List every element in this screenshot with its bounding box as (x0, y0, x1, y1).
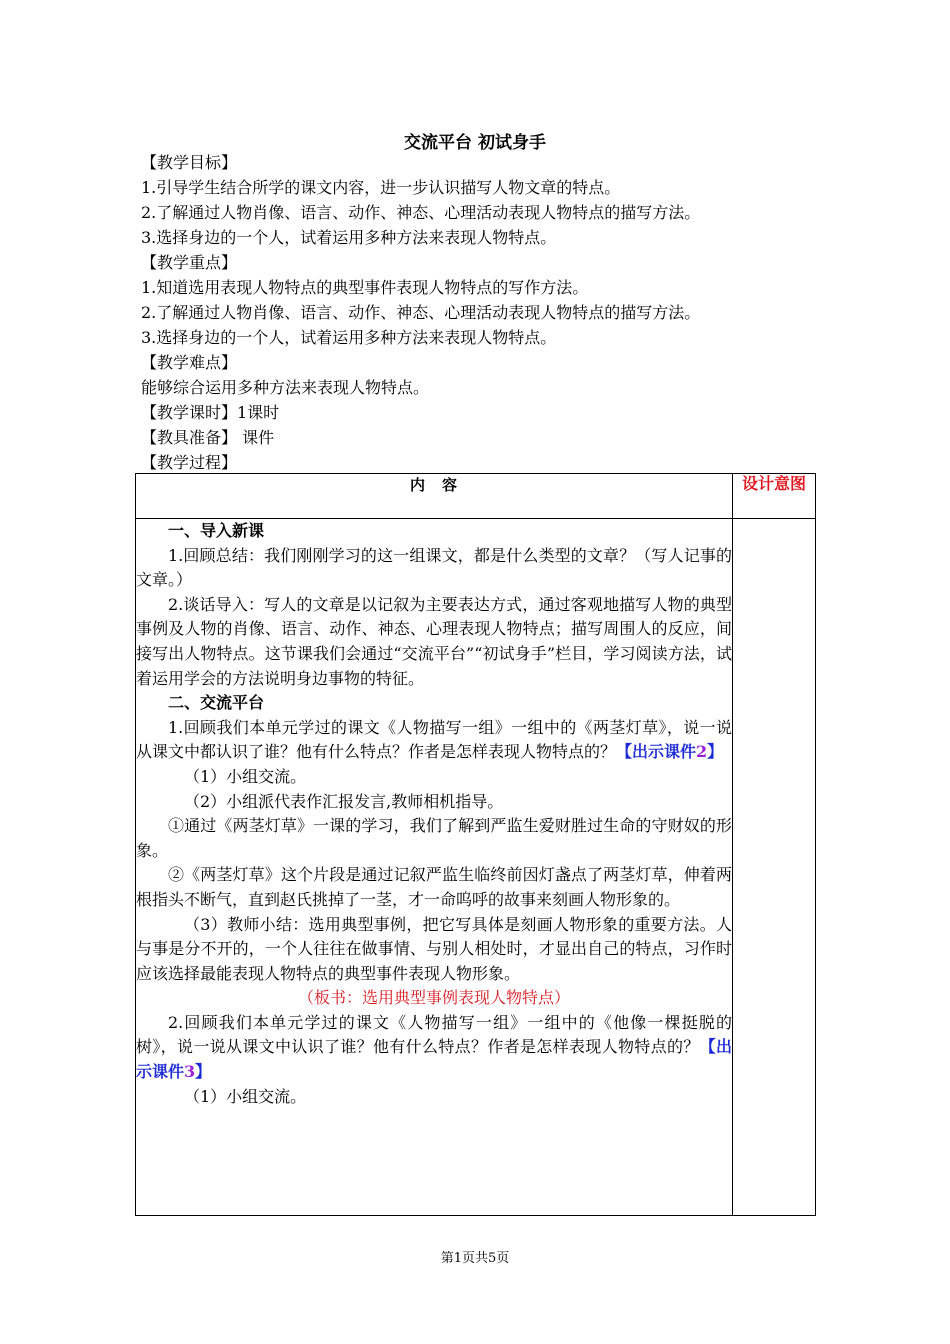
paragraph: ①通过《两茎灯草》一课的学习，我们了解到严监生爱财胜过生命的守财奴的形象。 (136, 816, 732, 860)
paragraph-text: 2.回顾我们本单元学过的课文《人物描写一组》一组中的《他像一棵挺脱的树》，说一说从课文中认识了谁？他有什么特点？作者是怎样表现人物特点的？ (136, 1012, 732, 1057)
section-heading: 二、交流平台 (168, 693, 265, 713)
paragraph (136, 716, 732, 765)
header-content: 内 容 (136, 474, 733, 519)
intro-section (141, 150, 821, 475)
intro-line: 2.了解通过人物肖像、语言、动作、神态、心理活动表现人物特点的描写方法。 (141, 203, 701, 222)
page-footer: 第1页共5页 (440, 1251, 510, 1266)
header-design-intent: 设计意图 (733, 474, 816, 519)
courseware-label: 【出示课件 (136, 1037, 732, 1082)
courseware-number: 2 (696, 742, 708, 762)
paragraph (136, 1011, 732, 1085)
intro-line: 【教学课时】1课时 (141, 403, 280, 422)
paragraph-text: 1.回顾我们本单元学过的课文《人物描写一组》一组中的《两茎灯草》，说一说从课文中都认识了谁？他有什么特点？作者是怎样表现人物特点的？ (136, 717, 732, 762)
paragraph: （2）小组派代表作汇报发言,教师相机指导。 (184, 791, 504, 811)
page-title: 交流平台 初试身手 (404, 133, 546, 153)
intro-line: 3.选择身边的一个人，试着运用多种方法来表现人物特点。 (141, 228, 557, 247)
teaching-process-table (135, 473, 816, 1216)
intro-line: 【教具准备】 课件 (141, 428, 275, 447)
paragraph: ②《两茎灯草》这个片段是通过记叙严监生临终前因灯盏点了两茎灯草，伸着两根指头不断气，直到赵氏挑掉了一茎，才一命呜呼的故事来刻画人物形象的。 (136, 865, 732, 909)
board-note: （板书：选用典型事例表现人物特点） (297, 988, 570, 1008)
courseware-close: 】 (707, 742, 724, 762)
paragraph: 2.谈话导入：写人的文章是以记叙为主要表达方式，通过客观地描写人物的典型事例及人物的肖像、语言、动作、神态、心理表现人物特点；描写周围人的反应，间接写出人物特点。这节课我们会通过“交流平台”“初试身手”栏目，学习阅读方法，试着运用学会的方法说明身边事物的特征。 (136, 594, 732, 688)
courseware-label: 【出示课件 (616, 742, 697, 762)
paragraph: （1）小组交流。 (184, 1086, 307, 1106)
intro-line: 【教学过程】 (141, 453, 238, 472)
intro-line: 【教学难点】 (141, 353, 238, 372)
paragraph: （3）教师小结：选用典型事例，把它写具体是刻画人物形象的重要方法。人与事是分不开的，一个人往往在做事情、与别人相处时，才显出自己的特点，习作时应该选择最能表现人物特点的典型事件表现人物形象。 (136, 914, 732, 983)
intro-line: 2.了解通过人物肖像、语言、动作、神态、心理活动表现人物特点的描写方法。 (141, 303, 701, 322)
intro-line: 1.引导学生结合所学的课文内容，进一步认识描写人物文章的特点。 (141, 178, 621, 197)
intro-line: 1.知道选用表现人物特点的典型事件表现人物特点的写作方法。 (141, 278, 589, 297)
content-cell (136, 519, 733, 1216)
paragraph: 1.回顾总结：我们刚刚学习的这一组课文，都是什么类型的文章？（写人记事的文章。） (136, 545, 732, 590)
intro-line: 能够综合运用多种方法来表现人物特点。 (141, 378, 430, 397)
courseware-close: 】 (195, 1062, 212, 1082)
intro-line: 【教学重点】 (141, 253, 238, 272)
design-intent-cell (733, 519, 816, 1216)
paragraph: （1）小组交流。 (184, 766, 307, 786)
courseware-number: 3 (184, 1062, 196, 1082)
section-heading: 一、导入新课 (168, 521, 265, 540)
intro-line: 3.选择身边的一个人，试着运用多种方法来表现人物特点。 (141, 328, 557, 347)
intro-line: 【教学目标】 (141, 153, 238, 172)
